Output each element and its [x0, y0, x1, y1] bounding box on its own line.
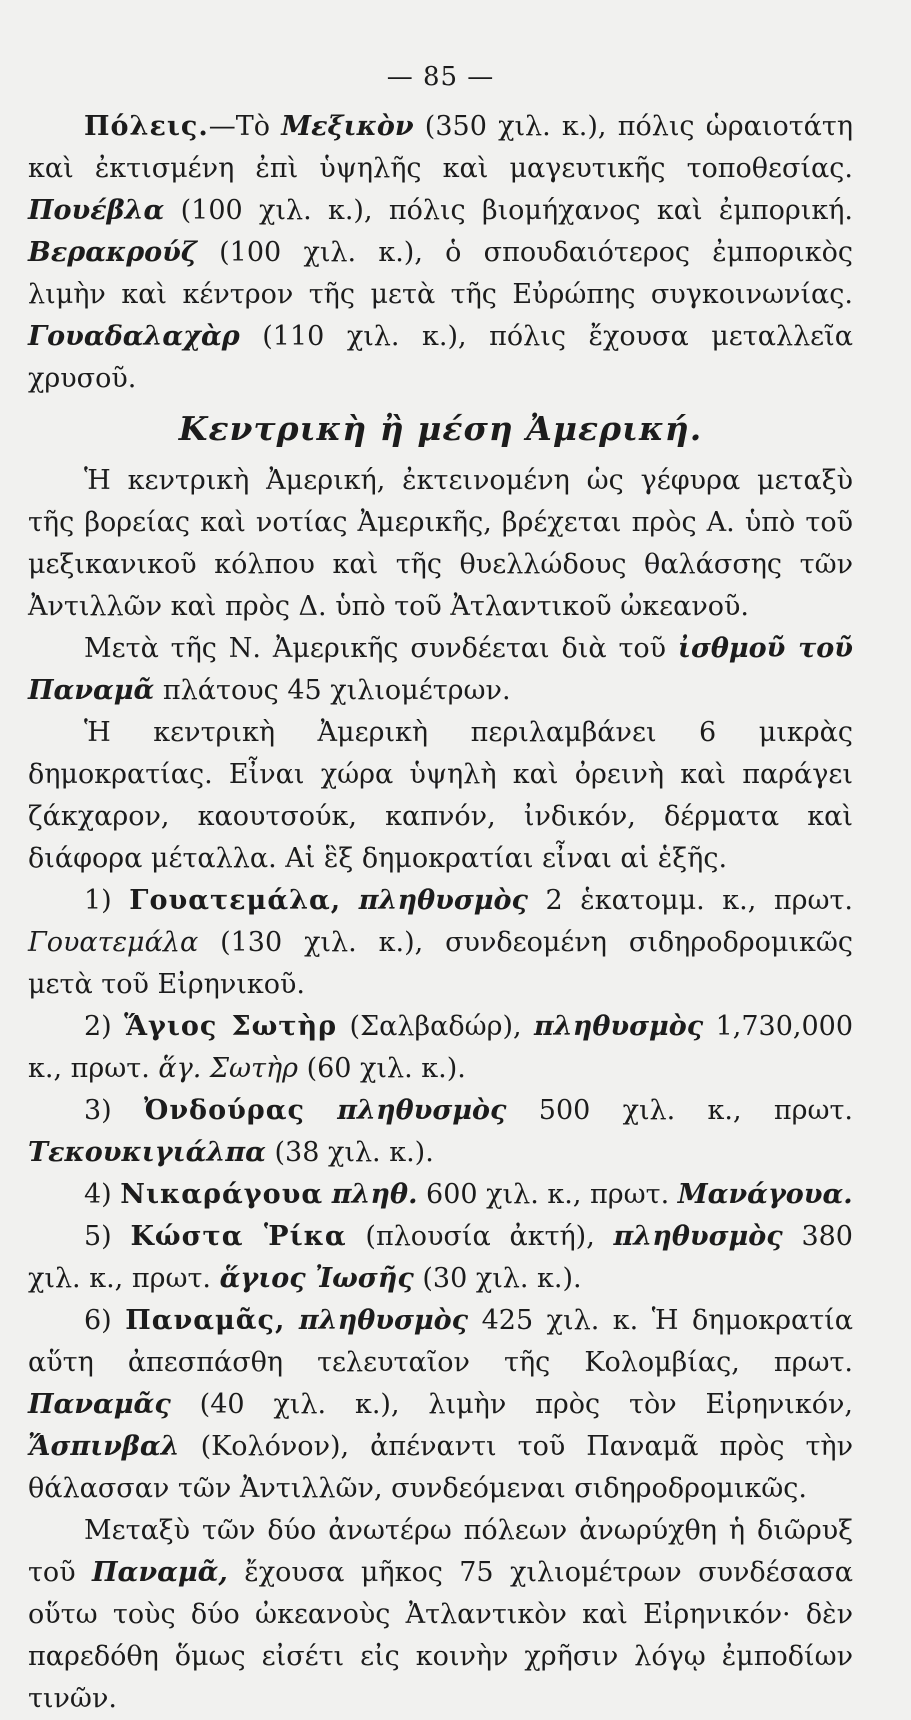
isthmus-name: ἰσθμοῦ τοῦ Παναμᾶ [28, 633, 854, 706]
list-item: 3) Ὀνδούρας πληθυσμὸς 500 χιλ. κ., πρωτ. Τεκουκιγιάλπα (38 χιλ. κ.). [28, 1095, 854, 1168]
country-name: Παναμᾶς, [125, 1305, 286, 1336]
list-item: 6) Παναμᾶς, πληθυσμὸς 425 χιλ. κ. Ἡ δημοκρατία αὕτη ἀπεσπάσθη τελευταῖον τῆς Κολομβίας, πρωτ. Παναμᾶς (40 χιλ. κ.), λιμὴν πρὸς τὸν Εἰρηνικόν, Ἄσπινβαλ (Κολόνον), ἀπέναντι τοῦ Παναμᾶ πρὸς τὴν θάλασσαν τῶν Ἀντιλλῶν, συνδεόμεναι σιδηροδρομικῶς. [28, 1305, 853, 1504]
capital-name: ἅγ. Σωτὴρ [158, 1053, 298, 1084]
city-name: Γουαδαλαχὰρ [28, 321, 240, 352]
country-name: Ἅγιος Σωτὴρ [124, 1011, 338, 1042]
list-item: 5) Κώστα Ῥίκα (πλουσία ἀκτή), πληθυσμὸς 380 χιλ. κ., πρωτ. ἅγιος Ἰωσῆς (30 χιλ. κ.). [28, 1221, 853, 1294]
population-label: πληθυσμὸς [298, 1305, 469, 1336]
city-name: Πουέβλα [28, 195, 165, 226]
canal-paragraph: Μεταξὺ τῶν δύο ἀνωτέρω πόλεων ἀνωρύχθη ἡ διῶρυξ τοῦ Παναμᾶ, ἔχουσα μῆκος 75 χιλιομέτρων συνδέσασα οὕτω τοὺς δύο ὠκεανοὺς Ἀτλαντικὸν καὶ Εἰρηνικόν· δὲν παρεδόθη ὅμως εἰσέτι εἰς κοινὴν χρῆσιν λόγῳ ἐμποδίων τινῶν. [28, 1515, 853, 1714]
list-item: 4) Νικαράγουα πληθ. 600 χιλ. κ., πρωτ. Μανάγουα. [84, 1179, 853, 1210]
capital-name: Γουατεμάλα [28, 927, 199, 958]
cities-paragraph: Πόλεις.—Τὸ Μεξικὸν (350 χιλ. κ.), πόλις ὡραιοτάτη καὶ ἐκτισμένη ἐπὶ ὑψηλῆς καὶ μαγευτικῆς τοποθεσίας. Πουέβλα (100 χιλ. κ.), πόλις βιομήχανος καὶ ἐμπορική. Βερακρούζ (100 χιλ. κ.), ὁ σπουδαιότερος ἐμπορικὸς λιμὴν καὶ κέντρον τῆς μετὰ τῆς Εὐρώπης συγκοινωνίας. Γουαδαλαχὰρ (110 χιλ. κ.), πόλις ἔχουσα μεταλλεῖα χρυσοῦ. [28, 111, 853, 394]
republics-paragraph: Ἡ κεντρικὴ Ἀμερικὴ περιλαμβάνει 6 μικρὰς δημοκρατίας. Εἶναι χώρα ὑψηλὴ καὶ ὀρεινὴ καὶ παράγει ζάκχαρον, καουτσούκ, καπνόν, ἰνδικόν, δέρματα καὶ διάφορα μέταλλα. Αἱ ἓξ δημοκρατίαι εἶναι αἱ ἑξῆς. [28, 717, 853, 874]
city-name: Βερακρούζ [28, 237, 197, 268]
population-label: πληθυσμὸς [337, 1095, 507, 1126]
population-label: πληθ. [331, 1179, 418, 1210]
list-item: 1) Γουατεμάλα, πληθυσμὸς 2 ἑκατομμ. κ., πρωτ. Γουατεμάλα (130 χιλ. κ.), συνδεομένη σιδηροδρομικῶς μετὰ τοῦ Εἰρηνικοῦ. [28, 885, 854, 1000]
population-label: πληθυσμὸς [358, 885, 528, 916]
intro-paragraph: Ἡ κεντρικὴ Ἀμερική, ἐκτεινομένη ὡς γέφυρα μεταξὺ τῆς βορείας καὶ νοτίας Ἀμερικῆς, βρέχεται πρὸς Α. ὑπὸ τοῦ μεξικανικοῦ κόλπου καὶ τῆς θυελλώδους θαλάσσης τῶν Ἀντιλλῶν καὶ πρὸς Δ. ὑπὸ τοῦ Ἀτλαντικοῦ ὠκεανοῦ. [28, 465, 853, 622]
capital-name: Τεκουκιγιάλπα [28, 1137, 266, 1168]
capital-name: Παναμᾶς [28, 1389, 171, 1420]
page-number: — 85 — [386, 62, 495, 92]
canal-name: Παναμᾶ, [92, 1557, 228, 1588]
country-name: Ὀνδούρας [144, 1095, 305, 1126]
country-name: Γουατεμάλα, [129, 885, 342, 916]
section-heading: Κεντρικὴ ἢ μέση Ἀμερική. [178, 409, 703, 448]
section-lead: Πόλεις. [84, 111, 209, 142]
country-name: Κώστα Ῥίκα [130, 1221, 347, 1252]
city-name: Μεξικὸν [281, 111, 414, 142]
capital-name: Μανάγουα. [677, 1179, 853, 1210]
population-label: πληθυσμὸς [613, 1221, 783, 1252]
country-name: Νικαράγουα [120, 1179, 324, 1210]
port-name: Ἄσπινβαλ [28, 1431, 180, 1462]
capital-name: ἅγιος Ἰωσῆς [219, 1263, 414, 1294]
list-item: 2) Ἅγιος Σωτὴρ (Σαλβαδώρ), πληθυσμὸς 1,730,000 κ., πρωτ. ἅγ. Σωτὴρ (60 χιλ. κ.). [28, 1011, 853, 1084]
population-label: πληθυσμὸς [534, 1011, 704, 1042]
isthmus-paragraph: Μετὰ τῆς Ν. Ἀμερικῆς συνδέεται διὰ τοῦ ἰσθμοῦ τοῦ Παναμᾶ πλάτους 45 χιλιομέτρων. [28, 633, 854, 706]
